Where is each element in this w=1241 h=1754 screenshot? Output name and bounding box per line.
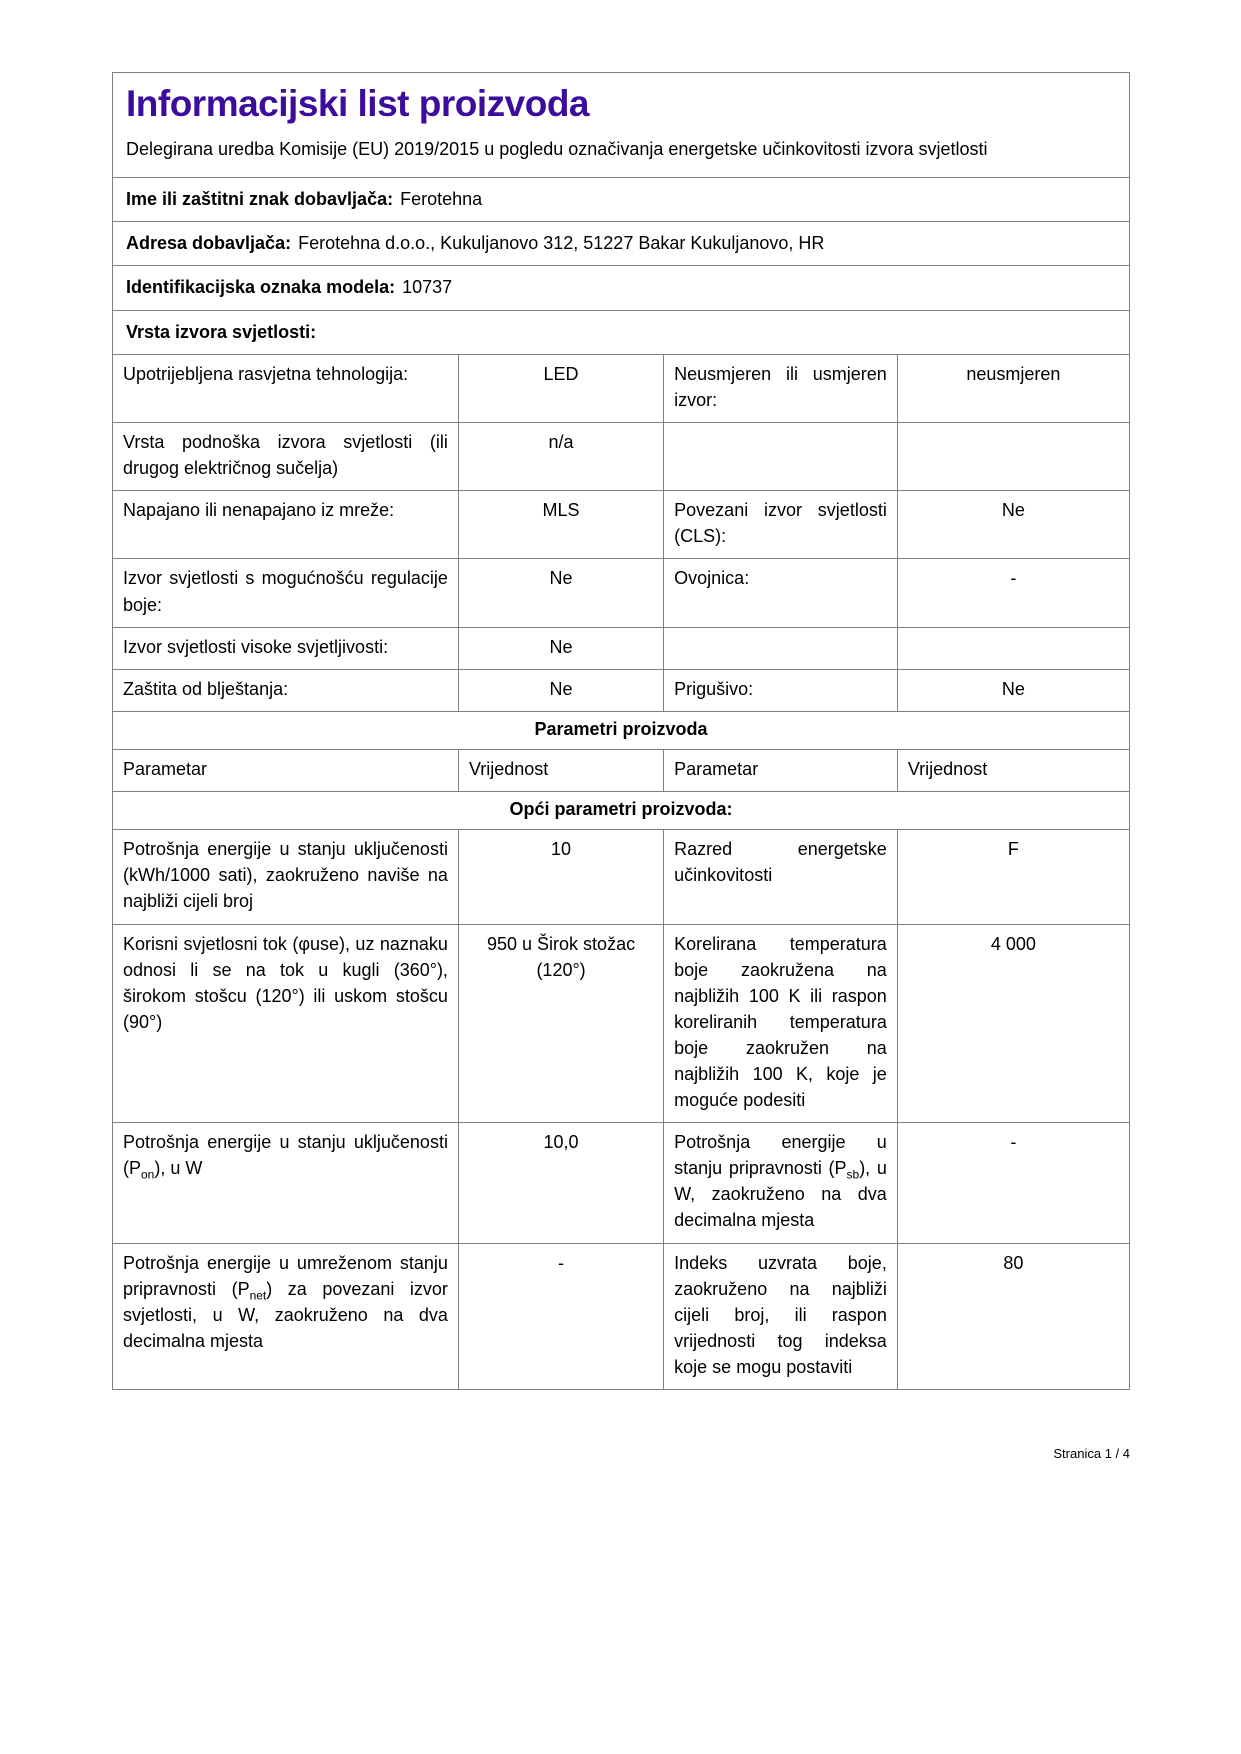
supplier-address-value: Ferotehna d.o.o., Kukuljanovo 312, 51227 Bakar Kukuljanovo, HR [298,233,825,254]
value-cell: Ne [897,669,1129,711]
value-cell: F [897,830,1129,924]
param-cell: Izvor svjetlosti visoke svjetljivosti: [113,627,458,669]
page-subtitle: Delegirana uredba Komisije (EU) 2019/2015 u pogledu označivanja energetske učinkovitosti izvora svjetlosti [126,139,988,159]
supplier-name-label: Ime ili zaštitni znak dobavljača: [126,189,394,210]
table-row [113,1123,1129,1243]
page-footer: Stranica 1 / 4 [1053,1446,1130,1462]
section-header-product-params: Parametri proizvoda [113,711,1129,749]
param-cell: Povezani izvor svjetlosti (CLS): [664,491,898,559]
table-row [113,354,1129,422]
value-cell: 80 [897,1243,1129,1389]
model-id-label: Identifikacijska oznaka modela: [126,277,396,298]
title-block [113,73,1129,177]
value-cell: 10 [458,830,663,924]
value-cell: Ne [897,491,1129,559]
value-cell: 10,0 [458,1123,663,1243]
value-cell: neusmjeren [897,354,1129,422]
param-cell: Korisni svjetlosni tok (φuse), uz naznaku odnosi li se na tok u kugli (360°), širokom stošcu (120°) ili uskom stošcu (90°) [113,924,458,1123]
table-row [113,1243,1129,1389]
param-cell: Potrošnja energije u stanju pripravnosti $(P_{sb})$, u W, zaokruženo na dva decimalna mjesta [664,1123,898,1243]
value-cell: Ne [458,669,663,711]
value-cell: Ne [458,627,663,669]
column-header: Vrijednost [458,749,663,791]
value-cell: - [458,1243,663,1389]
param-cell [664,627,898,669]
supplier-name-value: Ferotehna [400,189,483,210]
table-row [113,627,1129,669]
column-header: Parametar [664,749,898,791]
light-source-type-row [113,310,1129,354]
value-cell [897,423,1129,491]
table-row [113,669,1129,711]
param-cell: Zaštita od blještanja: [113,669,458,711]
value-cell: Ne [458,559,663,627]
supplier-address-label: Adresa dobavljača: [126,233,292,254]
param-cell [664,423,898,491]
model-id-row [113,265,1129,309]
value-cell: LED [458,354,663,422]
value-cell: 4 000 [897,924,1129,1123]
product-information-sheet [112,72,1130,1461]
table-row [113,559,1129,627]
param-cell: Prigušivo: [664,669,898,711]
param-cell: Potrošnja energije u umreženom stanju pripravnosti $(P_{net})$ za povezani izvor svjetlosti, u W, zaokruženo na dva decimalna mjesta [113,1243,458,1389]
param-cell: Napajano ili nenapajano iz mreže: [113,491,458,559]
param-cell: Korelirana temperatura boje zaokružena na najbližih 100 K ili raspon koreliranih temperatura boje zaokružen na najbližih 100 K, koje je moguće podesiti [664,924,898,1123]
general-params-table [113,829,1129,1389]
column-header: Parametar [113,749,458,791]
column-header: Vrijednost [897,749,1129,791]
light-source-type-label: Vrsta izvora svjetlosti: [126,321,317,342]
value-cell: n/a [458,423,663,491]
param-header-table [113,749,1129,791]
value-cell [897,627,1129,669]
param-cell: Vrsta podnoška izvora svjetlosti (ili drugog električnog sučelja) [113,423,458,491]
supplier-address-row [113,221,1129,265]
section-header-general-params: Opći parametri proizvoda: [113,791,1129,829]
supplier-name-row [113,177,1129,221]
param-cell: Potrošnja energije u stanju uključenosti (kWh/1000 sati), zaokruženo naviše na najbliži cijeli broj [113,830,458,924]
value-cell: MLS [458,491,663,559]
spec-table [113,354,1129,711]
param-cell: Izvor svjetlosti s mogućnošću regulacije boje: [113,559,458,627]
page-title: Informacijski list proizvoda [126,83,590,124]
sheet-border-box [112,72,1130,1390]
table-row [113,491,1129,559]
param-cell: Razred energetske učinkovitosti [664,830,898,924]
table-row [113,924,1129,1123]
model-id-value: 10737 [402,277,453,298]
param-cell: Indeks uzvrata boje, zaokruženo na najbliži cijeli broj, ili raspon vrijednosti tog indeksa koje se mogu postaviti [664,1243,898,1389]
param-cell: Neusmjeren ili usmjeren izvor: [664,354,898,422]
param-cell: Ovojnica: [664,559,898,627]
table-row [113,423,1129,491]
table-row [113,830,1129,924]
value-cell: 950 u Širok stožac (120°) [458,924,663,1123]
param-cell: Potrošnja energije u stanju uključenosti $(P_{on})$, u W [113,1123,458,1243]
param-cell: Upotrijebljena rasvjetna tehnologija: [113,354,458,422]
value-cell: - [897,559,1129,627]
value-cell: - [897,1123,1129,1243]
param-header-row [113,749,1129,791]
